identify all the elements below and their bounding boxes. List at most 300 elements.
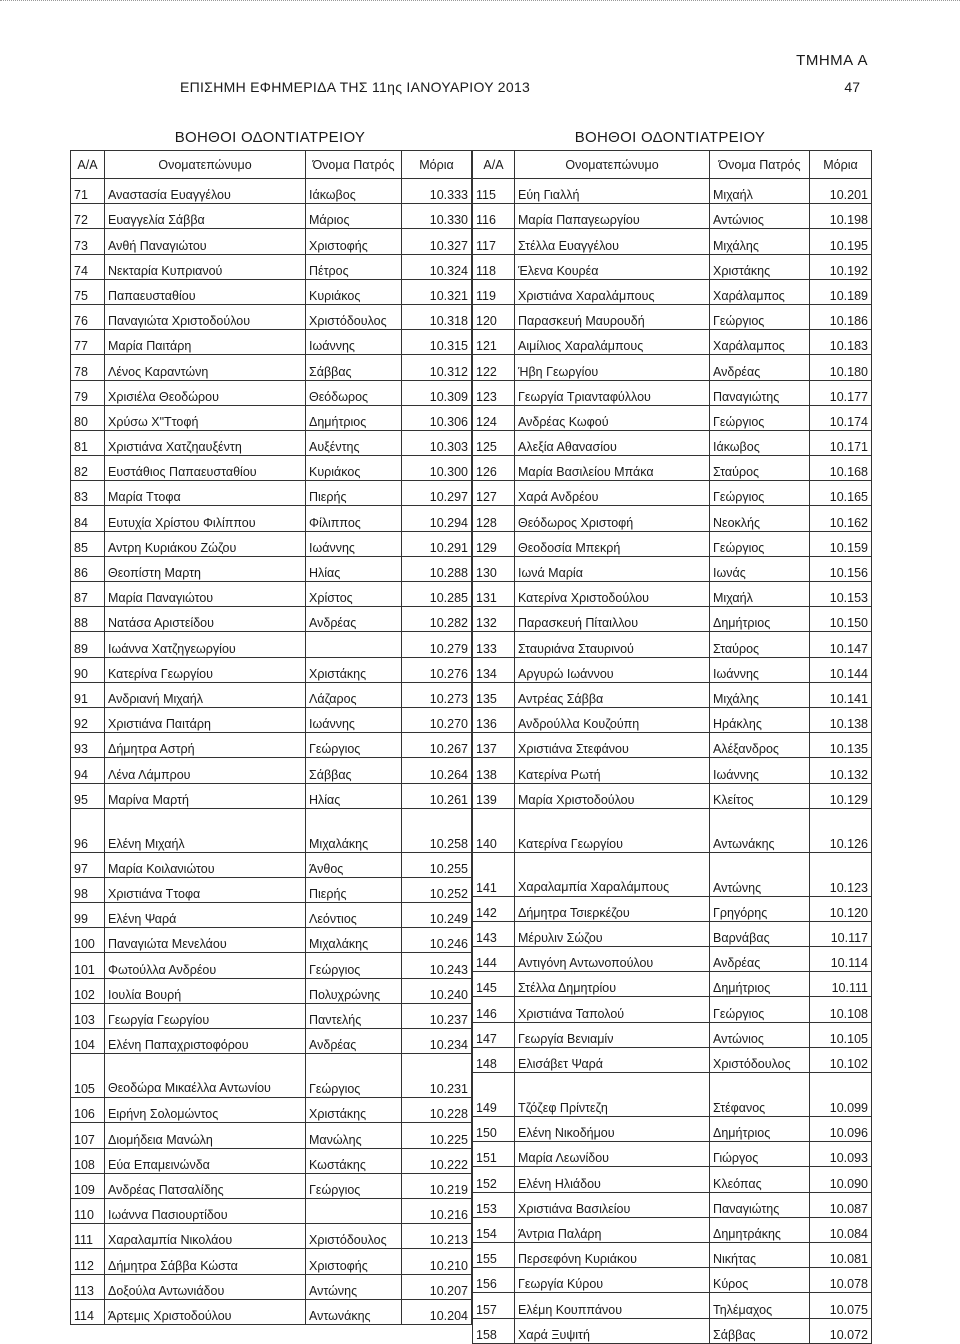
cell-father-name: Γεώργιος	[710, 481, 810, 506]
cell-name: Γεωργία Βενιαμίν	[515, 1022, 710, 1047]
cell-name: Ελισάβετ Ψαρά	[515, 1047, 710, 1072]
cell-points: 10.120	[810, 896, 872, 921]
cell-aa: 126	[473, 456, 515, 481]
cell-name: Σταυριάνα Σταυρινού	[515, 632, 710, 657]
cell-aa: 75	[71, 279, 105, 304]
cell-points: 10.102	[810, 1047, 872, 1072]
cell-aa: 85	[71, 531, 105, 556]
cell-aa: 86	[71, 556, 105, 581]
scan-edge	[0, 0, 960, 4]
cell-father-name: Ανδρέας	[710, 947, 810, 972]
cell-points: 10.114	[810, 947, 872, 972]
cell-name: Τζόζεφ Πρίντεζη	[515, 1073, 710, 1117]
cell-name: Λένος Καραντώνη	[105, 355, 306, 380]
table-row	[71, 506, 472, 531]
cell-aa: 114	[71, 1299, 105, 1324]
cell-father-name: Νικήτας	[710, 1242, 810, 1267]
table-row	[473, 947, 872, 972]
cell-points: 10.276	[402, 657, 472, 682]
table-row	[71, 1224, 472, 1249]
cell-father-name: Ιωνάς	[710, 556, 810, 581]
cell-name: Μαρία Βασιλείου Μπάκα	[515, 456, 710, 481]
cell-name: Χαραλαμπία Νικολάου	[105, 1224, 306, 1249]
column-header-name: Ονοματεπώνυμο	[105, 151, 306, 179]
cell-father-name: Σάββας	[710, 1318, 810, 1343]
cell-aa: 153	[473, 1192, 515, 1217]
cell-aa: 151	[473, 1142, 515, 1167]
cell-aa: 101	[71, 953, 105, 978]
column-header-points: Μόρια	[810, 151, 872, 179]
cell-father-name: Μιχάλης	[710, 682, 810, 707]
cell-father-name: Αντώνης	[306, 1274, 402, 1299]
cell-name: Αντρέας Σάββα	[515, 682, 710, 707]
table-row	[473, 430, 872, 455]
cell-aa: 109	[71, 1173, 105, 1198]
cell-points: 10.285	[402, 582, 472, 607]
table-row	[71, 330, 472, 355]
cell-father-name: Αντωνάκης	[306, 1299, 402, 1324]
cell-aa: 128	[473, 506, 515, 531]
cell-aa: 118	[473, 254, 515, 279]
cell-aa: 82	[71, 456, 105, 481]
cell-points: 10.225	[402, 1123, 472, 1148]
cell-aa: 71	[71, 179, 105, 204]
table-row	[71, 405, 472, 430]
cell-name: Θεόδωρος Χριστοφή	[515, 506, 710, 531]
cell-name: Κατερίνα Γεωργίου	[105, 657, 306, 682]
cell-name: Ανδρέας Κωφού	[515, 405, 710, 430]
table-row	[71, 928, 472, 953]
cell-points: 10.315	[402, 330, 472, 355]
cell-father-name: Γρηγόρης	[710, 896, 810, 921]
cell-points: 10.327	[402, 229, 472, 254]
cell-aa: 154	[473, 1217, 515, 1242]
table-row	[71, 179, 472, 204]
cell-name: Γεωργία Γεωργίου	[105, 1003, 306, 1028]
cell-name: Εύα Επαμεινώνδα	[105, 1148, 306, 1173]
cell-name: Ιωνά Μαρία	[515, 556, 710, 581]
cell-name: Ελένη Ψαρά	[105, 903, 306, 928]
cell-aa: 88	[71, 607, 105, 632]
cell-aa: 102	[71, 978, 105, 1003]
cell-father-name: Μιχαήλ	[710, 582, 810, 607]
cell-name: Διομήδεια Μανώλη	[105, 1123, 306, 1148]
cell-name: Χρισιέλα Θεοδώρου	[105, 380, 306, 405]
cell-points: 10.144	[810, 657, 872, 682]
cell-name: Παναγιώτα Μενελάου	[105, 928, 306, 953]
table-row	[473, 632, 872, 657]
cell-name: Άρτεμις Χριστοδούλου	[105, 1299, 306, 1324]
cell-father-name: Σάββας	[306, 355, 402, 380]
cell-points: 10.093	[810, 1142, 872, 1167]
cell-name: Χριστιάνα Ττοφα	[105, 877, 306, 902]
cell-name: Έλενα Κουρέα	[515, 254, 710, 279]
cell-name: Αντρη Κυριάκου Ζώζου	[105, 531, 306, 556]
cell-points: 10.222	[402, 1148, 472, 1173]
cell-father-name: Γεώργιος	[306, 1054, 402, 1098]
cell-father-name: Σάββας	[306, 758, 402, 783]
cell-name: Μαρία Χριστοδούλου	[515, 783, 710, 808]
left-table	[70, 150, 472, 1325]
cell-father-name: Νεοκλής	[710, 506, 810, 531]
cell-name: Χριστιάνα Στεφάνου	[515, 733, 710, 758]
cell-aa: 73	[71, 229, 105, 254]
cell-points: 10.123	[810, 852, 872, 896]
cell-points: 10.306	[402, 405, 472, 430]
cell-aa: 77	[71, 330, 105, 355]
cell-points: 10.321	[402, 279, 472, 304]
cell-points: 10.282	[402, 607, 472, 632]
cell-name: Αργυρώ Ιωάννου	[515, 657, 710, 682]
cell-name: Θεοπίστη Μαρτη	[105, 556, 306, 581]
cell-points: 10.246	[402, 928, 472, 953]
table-row	[71, 808, 472, 852]
cell-name: Θεοδοσία Μπεκρή	[515, 531, 710, 556]
cell-points: 10.264	[402, 758, 472, 783]
cell-name: Θεοδώρα Μικαέλλα Αντωνίου	[105, 1054, 306, 1098]
cell-name: Ελένη Παπαχριστοφόρου	[105, 1029, 306, 1054]
left-table-header-row	[71, 151, 472, 179]
cell-name: Χριστιάνα Παιτάρη	[105, 707, 306, 732]
cell-name: Ευστάθιος Παπαευσταθίου	[105, 456, 306, 481]
table-row	[71, 304, 472, 329]
right-table-header-row	[473, 151, 872, 179]
table-row	[71, 607, 472, 632]
cell-aa: 152	[473, 1167, 515, 1192]
cell-points: 10.177	[810, 380, 872, 405]
cell-father-name: Σταύρος	[710, 632, 810, 657]
cell-father-name: Χριστόδουλος	[306, 304, 402, 329]
cell-father-name: Μιχαλάκης	[306, 808, 402, 852]
cell-name: Μαρία Παναγιώτου	[105, 582, 306, 607]
cell-aa: 89	[71, 632, 105, 657]
cell-aa: 133	[473, 632, 515, 657]
cell-name: Ανδρούλλα Κουζούπη	[515, 707, 710, 732]
cell-name: Μέρυλιν Σώζου	[515, 921, 710, 946]
table-row	[473, 852, 872, 896]
cell-father-name: Γεώργιος	[306, 733, 402, 758]
cell-father-name: Πιερής	[306, 877, 402, 902]
cell-name: Χριστιάνα Χαραλάμπους	[515, 279, 710, 304]
column-header-name: Ονοματεπώνυμο	[515, 151, 710, 179]
right-table-title: ΒΟΗΘΟΙ ΟΔΟΝΤΙΑΤΡΕΙΟΥ	[574, 129, 766, 146]
table-row	[71, 852, 472, 877]
table-row	[71, 1249, 472, 1274]
cell-points: 10.162	[810, 506, 872, 531]
table-row	[473, 707, 872, 732]
cell-name: Εύη Γιαλλή	[515, 179, 710, 204]
table-row	[71, 380, 472, 405]
cell-aa: 96	[71, 808, 105, 852]
cell-father-name: Πέτρος	[306, 254, 402, 279]
cell-points: 10.312	[402, 355, 472, 380]
cell-aa: 80	[71, 405, 105, 430]
table-row	[473, 254, 872, 279]
cell-points: 10.072	[810, 1318, 872, 1343]
table-row	[473, 1242, 872, 1267]
cell-father-name: Άνθος	[306, 852, 402, 877]
cell-name: Αναστασία Ευαγγέλου	[105, 179, 306, 204]
cell-father-name: Ηλίας	[306, 783, 402, 808]
cell-father-name: Κυριάκος	[306, 279, 402, 304]
cell-name: Στέλλα Ευαγγέλου	[515, 229, 710, 254]
cell-name: Ευαγγελία Σάββα	[105, 204, 306, 229]
cell-father-name: Κυριάκος	[306, 456, 402, 481]
cell-points: 10.159	[810, 531, 872, 556]
cell-points: 10.150	[810, 607, 872, 632]
cell-points: 10.195	[810, 229, 872, 254]
table-row	[473, 997, 872, 1022]
cell-aa: 132	[473, 607, 515, 632]
cell-points: 10.153	[810, 582, 872, 607]
cell-name: Δήμητρα Αστρή	[105, 733, 306, 758]
cell-points: 10.231	[402, 1054, 472, 1098]
cell-points: 10.171	[810, 430, 872, 455]
cell-points: 10.096	[810, 1117, 872, 1142]
cell-name: Αντιγόνη Αντωνοπούλου	[515, 947, 710, 972]
cell-father-name: Παναγιώτης	[710, 380, 810, 405]
cell-points: 10.099	[810, 1073, 872, 1117]
cell-aa: 81	[71, 430, 105, 455]
cell-name: Χριστιάνα Ταπολού	[515, 997, 710, 1022]
table-row	[71, 978, 472, 1003]
table-row	[71, 733, 472, 758]
cell-father-name: Θεόδωρος	[306, 380, 402, 405]
cell-name: Ειρήνη Σολομώντος	[105, 1098, 306, 1123]
cell-points: 10.204	[402, 1299, 472, 1324]
cell-points: 10.183	[810, 330, 872, 355]
table-row	[473, 921, 872, 946]
cell-father-name: Ιωάννης	[306, 707, 402, 732]
cell-name: Στέλλα Δημητρίου	[515, 972, 710, 997]
cell-father-name: Μάριος	[306, 204, 402, 229]
table-row	[473, 1117, 872, 1142]
cell-name: Αιμίλιος Χαραλάμπους	[515, 330, 710, 355]
cell-aa: 127	[473, 481, 515, 506]
cell-name: Κατερίνα Ρωτή	[515, 758, 710, 783]
cell-points: 10.117	[810, 921, 872, 946]
table-row	[71, 1029, 472, 1054]
cell-aa: 135	[473, 682, 515, 707]
cell-aa: 117	[473, 229, 515, 254]
cell-name: Κατερίνα Χριστοδούλου	[515, 582, 710, 607]
cell-father-name: Ιωάννης	[710, 657, 810, 682]
cell-father-name: Αυξέντης	[306, 430, 402, 455]
cell-points: 10.228	[402, 1098, 472, 1123]
cell-father-name: Φίλιππος	[306, 506, 402, 531]
cell-father-name: Αλέξανδρος	[710, 733, 810, 758]
cell-points: 10.309	[402, 380, 472, 405]
cell-aa: 149	[473, 1073, 515, 1117]
cell-points: 10.189	[810, 279, 872, 304]
cell-aa: 124	[473, 405, 515, 430]
table-row	[473, 607, 872, 632]
cell-aa: 119	[473, 279, 515, 304]
table-row	[71, 582, 472, 607]
table-row	[473, 657, 872, 682]
cell-father-name: Ηράκλης	[710, 707, 810, 732]
cell-name: Περσεφόνη Κυριάκου	[515, 1242, 710, 1267]
cell-points: 10.108	[810, 997, 872, 1022]
cell-father-name: Χαράλαμπος	[710, 279, 810, 304]
cell-points: 10.084	[810, 1217, 872, 1242]
cell-aa: 76	[71, 304, 105, 329]
cell-points: 10.243	[402, 953, 472, 978]
cell-points: 10.318	[402, 304, 472, 329]
cell-name: Κατερίνα Γεωργίου	[515, 808, 710, 852]
cell-father-name: Μιχαήλ	[710, 179, 810, 204]
table-row	[473, 1192, 872, 1217]
cell-aa: 105	[71, 1054, 105, 1098]
cell-points: 10.201	[810, 179, 872, 204]
table-row	[473, 1142, 872, 1167]
cell-name: Ελένη Μιχαήλ	[105, 808, 306, 852]
cell-points: 10.090	[810, 1167, 872, 1192]
column-header-father-name: Όνομα Πατρός	[306, 151, 402, 179]
table-row	[473, 682, 872, 707]
table-row	[71, 556, 472, 581]
table-row	[71, 1173, 472, 1198]
cell-father-name: Σταύρος	[710, 456, 810, 481]
cell-name: Παρασκευή Μαυρουδή	[515, 304, 710, 329]
cell-name: Μαρίνα Μαρτή	[105, 783, 306, 808]
cell-father-name: Γεώργιος	[306, 1173, 402, 1198]
cell-father-name: Ανδρέας	[710, 355, 810, 380]
table-row	[71, 279, 472, 304]
cell-father-name: Αντώνιος	[710, 1022, 810, 1047]
cell-father-name: Χριστάκης	[306, 1098, 402, 1123]
cell-aa: 108	[71, 1148, 105, 1173]
cell-points: 10.303	[402, 430, 472, 455]
table-row	[473, 506, 872, 531]
table-row	[71, 456, 472, 481]
cell-name: Παπαευσταθίου	[105, 279, 306, 304]
table-row	[71, 682, 472, 707]
table-row	[71, 531, 472, 556]
table-row	[473, 808, 872, 852]
cell-aa: 144	[473, 947, 515, 972]
cell-father-name: Χαράλαμπος	[710, 330, 810, 355]
cell-name: Ιουλία Βουρή	[105, 978, 306, 1003]
table-row	[473, 355, 872, 380]
cell-name: Νεκταρία Κυπριανού	[105, 254, 306, 279]
cell-points: 10.111	[810, 972, 872, 997]
gazette-title: ΕΠΙΣΗΜΗ ΕΦΗΜΕΡΙΔΑ ΤΗΣ 11ης ΙΑΝΟΥΑΡΙΟΥ 2013	[180, 79, 531, 95]
cell-name: Άντρια Παλάρη	[515, 1217, 710, 1242]
cell-points: 10.261	[402, 783, 472, 808]
table-row	[473, 896, 872, 921]
cell-aa: 83	[71, 481, 105, 506]
cell-father-name	[306, 632, 402, 657]
table-row	[473, 179, 872, 204]
table-row	[71, 1148, 472, 1173]
cell-points: 10.291	[402, 531, 472, 556]
cell-points: 10.165	[810, 481, 872, 506]
table-row	[473, 330, 872, 355]
table-row	[71, 783, 472, 808]
cell-aa: 137	[473, 733, 515, 758]
table-row	[71, 355, 472, 380]
cell-father-name: Χριστάκης	[306, 657, 402, 682]
cell-father-name: Αντωνάκης	[710, 808, 810, 852]
cell-name: Λένα Λάμπρου	[105, 758, 306, 783]
cell-father-name: Πολυχρώνης	[306, 978, 402, 1003]
cell-points: 10.135	[810, 733, 872, 758]
cell-points: 10.252	[402, 877, 472, 902]
cell-aa: 130	[473, 556, 515, 581]
cell-father-name: Ιάκωβος	[710, 430, 810, 455]
cell-aa: 95	[71, 783, 105, 808]
cell-aa: 115	[473, 179, 515, 204]
table-row	[473, 758, 872, 783]
table-row	[473, 1268, 872, 1293]
cell-aa: 142	[473, 896, 515, 921]
table-row	[71, 430, 472, 455]
cell-points: 10.213	[402, 1224, 472, 1249]
cell-points: 10.219	[402, 1173, 472, 1198]
cell-points: 10.270	[402, 707, 472, 732]
cell-name: Δοξούλα Αντωνιάδου	[105, 1274, 306, 1299]
cell-points: 10.210	[402, 1249, 472, 1274]
cell-aa: 72	[71, 204, 105, 229]
cell-aa: 157	[473, 1293, 515, 1318]
cell-father-name: Γεώργιος	[710, 304, 810, 329]
cell-aa: 148	[473, 1047, 515, 1072]
table-row	[473, 405, 872, 430]
cell-aa: 100	[71, 928, 105, 953]
cell-aa: 141	[473, 852, 515, 896]
cell-points: 10.180	[810, 355, 872, 380]
cell-aa: 123	[473, 380, 515, 405]
cell-father-name: Χριστόδουλος	[710, 1047, 810, 1072]
table-row	[71, 1274, 472, 1299]
table-row	[71, 229, 472, 254]
table-row	[473, 1047, 872, 1072]
cell-father-name: Δημητράκης	[710, 1217, 810, 1242]
column-header-father-name: Όνομα Πατρός	[710, 151, 810, 179]
table-row	[473, 582, 872, 607]
table-row	[71, 903, 472, 928]
table-row	[71, 1003, 472, 1028]
table-row	[71, 632, 472, 657]
cell-father-name: Κωστάκης	[306, 1148, 402, 1173]
cell-name: Ευτυχία Χρίστου Φιλίππου	[105, 506, 306, 531]
table-row	[71, 877, 472, 902]
cell-name: Χριστιάνα Χατζηαυξέντη	[105, 430, 306, 455]
cell-name: Γεωργία Τριανταφύλλου	[515, 380, 710, 405]
cell-father-name: Ιωάννης	[306, 531, 402, 556]
cell-name: Ελέμη Κουππάνου	[515, 1293, 710, 1318]
cell-father-name: Χριστόδουλος	[306, 1224, 402, 1249]
cell-father-name: Δημήτριος	[710, 972, 810, 997]
cell-aa: 139	[473, 783, 515, 808]
cell-father-name: Ανδρέας	[306, 1029, 402, 1054]
page-number: 47	[844, 79, 860, 95]
cell-points: 10.075	[810, 1293, 872, 1318]
table-row	[473, 733, 872, 758]
table-row	[71, 953, 472, 978]
cell-aa: 129	[473, 531, 515, 556]
table-row	[473, 204, 872, 229]
table-row	[71, 1299, 472, 1324]
cell-points: 10.240	[402, 978, 472, 1003]
table-row	[473, 1217, 872, 1242]
cell-aa: 110	[71, 1198, 105, 1223]
cell-aa: 98	[71, 877, 105, 902]
cell-name: Ιωάννα Χατζηγεωργίου	[105, 632, 306, 657]
cell-points: 10.288	[402, 556, 472, 581]
cell-name: Χριστιάνα Βασιλείου	[515, 1192, 710, 1217]
